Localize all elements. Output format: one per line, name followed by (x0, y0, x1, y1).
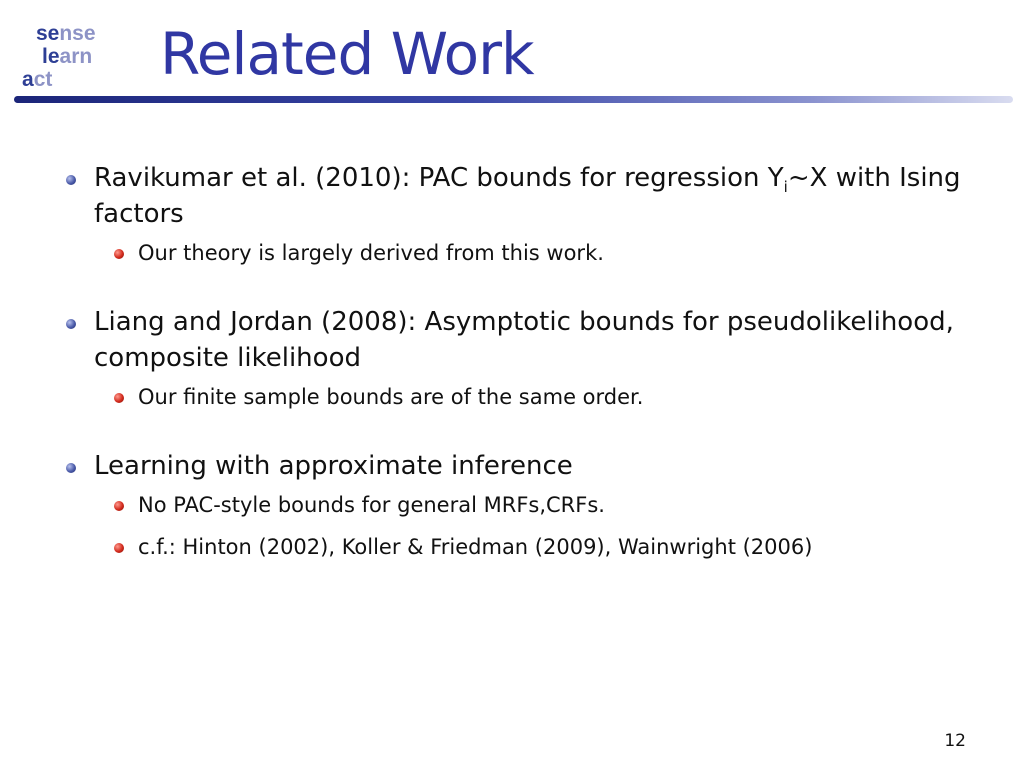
red-bullet-icon (114, 249, 124, 259)
logo-row-sense: sense (36, 22, 96, 45)
blue-bullet-icon (66, 319, 76, 329)
logo-row-act: act (22, 68, 53, 91)
sub-bullet (138, 238, 998, 268)
page-number: 12 (944, 731, 966, 751)
sub-bullet-text: Our theory is largely derived from this work. (138, 241, 604, 265)
bullet-text: Learning with approximate inference (94, 451, 573, 481)
spacer (0, 268, 1024, 304)
logo-row-learn: learn (42, 45, 93, 68)
sub-bullet-text: c.f.: Hinton (2002), Koller & Friedman (2009), Wainwright (2006) (138, 535, 813, 559)
slide-body (0, 160, 1024, 562)
sub-bullet-text: No PAC-style bounds for general MRFs,CRFs. (138, 493, 605, 517)
bullet-liang-jordan (94, 304, 974, 376)
bullet-text: Ravikumar et al. (2010): PAC bounds for regression Y (94, 163, 784, 193)
bullet-ravikumar (94, 160, 974, 232)
red-bullet-icon (114, 393, 124, 403)
blue-bullet-icon (66, 175, 76, 185)
sense-learn-act-logo (22, 22, 96, 91)
bullet-approximate-inference (94, 448, 974, 484)
red-bullet-icon (114, 501, 124, 511)
spacer (0, 412, 1024, 448)
slide-title: Related Work (160, 20, 534, 88)
bullet-text-cont: ~X with Ising factors (94, 163, 961, 229)
subscript-i: i (783, 178, 788, 196)
title-divider (14, 96, 1013, 103)
sub-bullet (138, 532, 998, 562)
sub-bullet (138, 490, 998, 520)
sub-bullet (138, 382, 998, 412)
red-bullet-icon (114, 543, 124, 553)
blue-bullet-icon (66, 463, 76, 473)
bullet-text: Liang and Jordan (2008): Asymptotic bounds for pseudolikelihood, composite likelihood (94, 307, 954, 373)
sub-bullet-text: Our finite sample bounds are of the same order. (138, 385, 644, 409)
